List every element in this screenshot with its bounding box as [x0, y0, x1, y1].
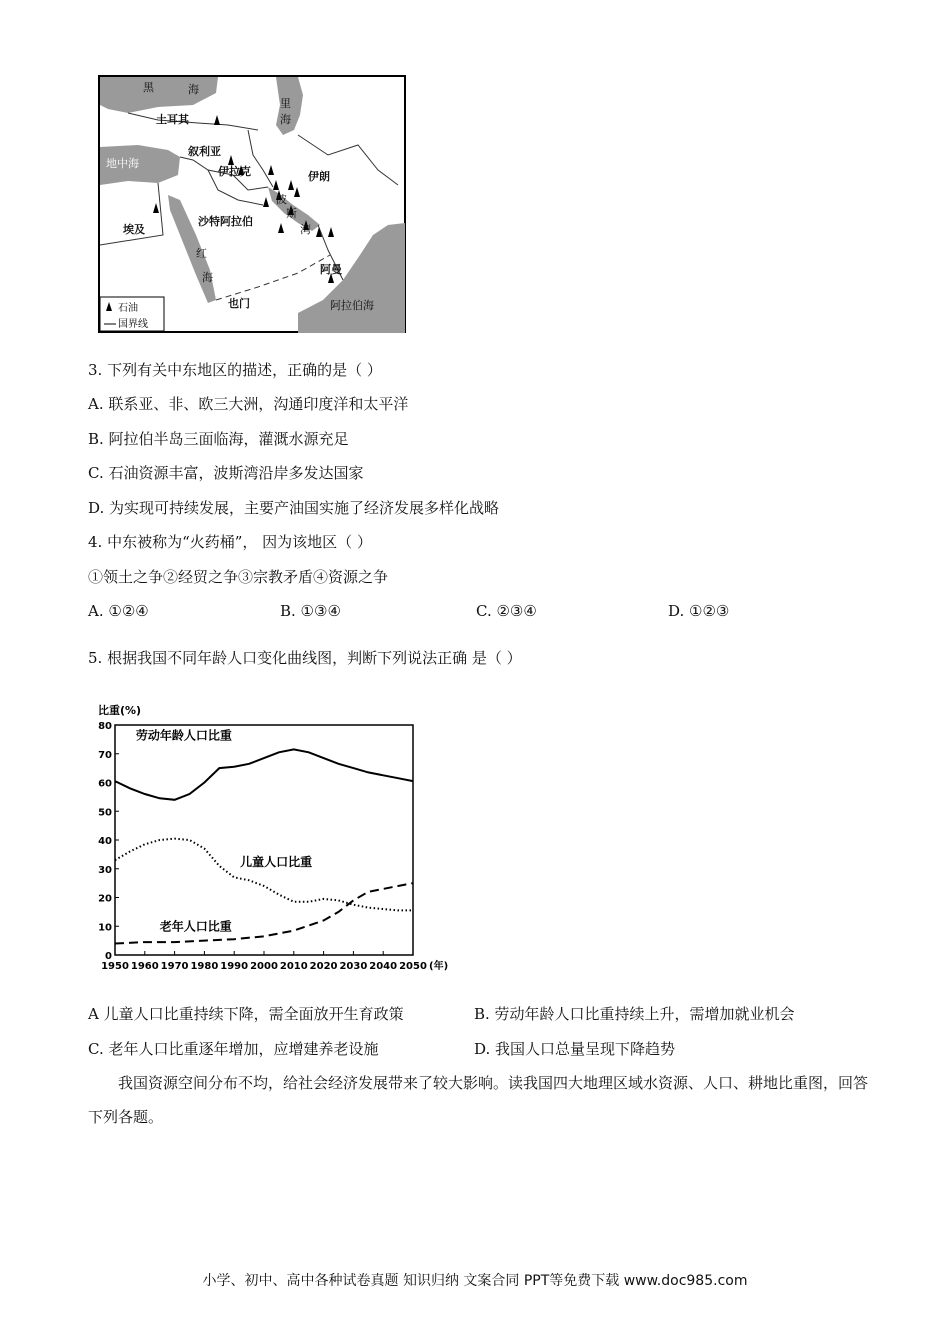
x-tick-label: 1950 — [101, 961, 129, 972]
q3-stem: 3. 下列有关中东地区的描述，正确的是（ ） — [88, 361, 382, 379]
q5-option-d: D. 我国人口总量呈现下降趋势 — [474, 1040, 676, 1058]
q3-option-d: D. 为实现可持续发展，主要产油国实施了经济发展多样化战略 — [88, 499, 500, 517]
series-line-1 — [115, 749, 413, 799]
population-chart — [90, 700, 470, 980]
map-legend — [100, 297, 164, 331]
y-tick-label: 10 — [98, 922, 112, 934]
label-saudi: 沙特阿拉伯 — [198, 215, 253, 228]
x-tick-label: 2000 — [250, 961, 278, 972]
y-tick-label: 30 — [98, 864, 112, 876]
label-oman: 阿曼 — [320, 263, 342, 276]
label-turkey: 土耳其 — [156, 113, 189, 126]
y-tick-label: 20 — [98, 893, 112, 905]
passage-text: 我国资源空间分布不均，给社会经济发展带来了较大影响。读我国四大地理区域水资源、人口、耕地比重图，回答下列各题。 — [88, 1074, 869, 1126]
series-label-2: 儿童人口比重 — [240, 854, 313, 869]
y-tick-label: 80 — [98, 721, 112, 732]
x-tick-label: 2030 — [339, 961, 368, 972]
q4-stem: 4. 中东被称为“火药桶”， 因为该地区（ ） — [88, 533, 372, 551]
x-tick-label: 1960 — [130, 961, 159, 972]
x-tick-label: 2040 — [369, 961, 398, 972]
x-tick-label: 2020 — [309, 961, 338, 972]
y-tick-label: 60 — [98, 778, 112, 790]
page-footer: 小学、初中、高中各种试卷真题 知识归纳 文案合同 PPT等免费下载 www.doc985.com — [202, 1273, 748, 1289]
x-tick-label: 2010 — [279, 961, 308, 972]
q4-option-a: A. ①②④ — [88, 602, 149, 620]
label-caspian: 里 — [280, 97, 291, 110]
series-line-3 — [115, 883, 413, 943]
q4-option-b: B. ①③④ — [280, 602, 341, 620]
q3-option-b: B. 阿拉伯半岛三面临海，灌溉水源充足 — [88, 430, 349, 448]
middle-east-map — [98, 75, 406, 333]
chart-svg — [90, 700, 470, 980]
map-svg — [98, 75, 406, 333]
label-black-sea-2: 海 — [188, 83, 199, 96]
label-black-sea: 黑 — [143, 81, 154, 94]
label-persian-gulf-1: 波 — [276, 193, 287, 206]
q5-stem: 5. 根据我国不同年龄人口变化曲线图，判断下列说法正确 是（ ） — [88, 649, 522, 667]
q4-option-c: C. ②③④ — [476, 602, 537, 620]
q4-option-d: D. ①②③ — [668, 602, 730, 620]
label-arabian-sea: 阿拉伯海 — [330, 299, 374, 312]
q5-option-c: C. 老年人口比重逐年增加，应增建养老设施 — [88, 1040, 379, 1058]
label-persian-gulf-3: 湾 — [300, 223, 311, 236]
x-axis-label: (年) — [429, 961, 449, 972]
q4-items: ①领土之争②经贸之争③宗教矛盾④资源之争 — [88, 568, 389, 586]
y-tick-label: 50 — [98, 807, 112, 819]
label-iran: 伊朗 — [308, 170, 330, 183]
label-red-sea-2: 海 — [202, 271, 213, 284]
label-caspian-2: 海 — [280, 113, 291, 126]
series-label-3: 老年人口比重 — [159, 919, 232, 934]
label-persian-gulf-2: 斯 — [286, 207, 297, 220]
label-egypt: 埃及 — [123, 223, 145, 236]
q3-option-a: A. 联系亚、非、欧三大洲，沟通印度洋和太平洋 — [88, 395, 409, 413]
q3-option-c: C. 石油资源丰富，波斯湾沿岸多发达国家 — [88, 464, 364, 482]
x-tick-label: 1990 — [220, 961, 249, 972]
q5-option-a: A 儿童人口比重持续下降，需全面放开生育政策 — [88, 1005, 404, 1023]
y-tick-label: 0 — [105, 951, 112, 962]
series-line-2 — [115, 839, 413, 911]
series-label-1: 劳动年龄人口比重 — [135, 728, 232, 743]
label-mediterranean: 地中海 — [106, 157, 139, 170]
legend-oil: 石油 — [118, 303, 138, 314]
legend-border: 国界线 — [118, 319, 148, 330]
label-red-sea-1: 红 — [196, 247, 207, 260]
label-yemen: 也门 — [228, 297, 250, 310]
x-tick-label: 2050 — [399, 961, 427, 972]
x-tick-label: 1980 — [190, 961, 219, 972]
label-syria: 叙利亚 — [188, 145, 221, 158]
y-axis-label: 比重(%) — [98, 704, 142, 717]
y-tick-label: 70 — [98, 749, 112, 761]
x-tick-label: 1970 — [160, 961, 189, 972]
q5-option-b: B. 劳动年龄人口比重持续上升，需增加就业机会 — [474, 1005, 795, 1023]
y-tick-label: 40 — [98, 836, 112, 847]
label-iraq: 伊拉克 — [218, 165, 251, 178]
